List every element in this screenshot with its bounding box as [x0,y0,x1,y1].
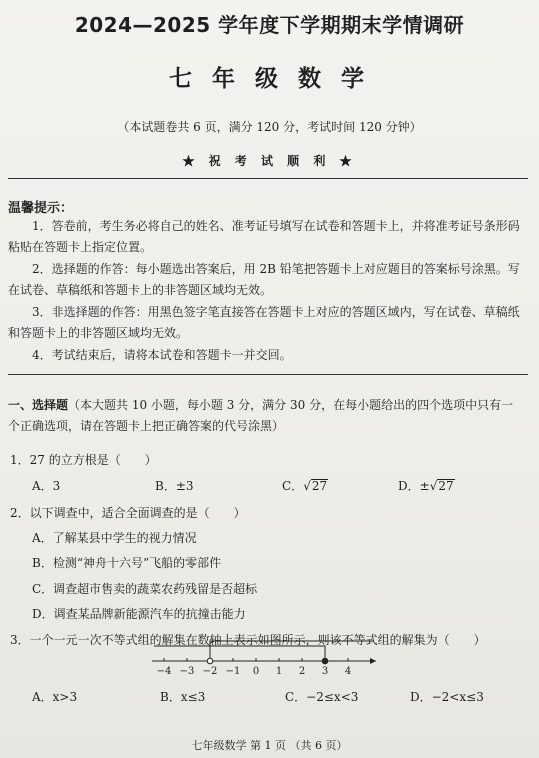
q1-option-b: B．±3 [155,479,194,493]
q1-option-c-radicand: 27 [311,479,328,493]
arrow-icon [370,658,376,664]
upper-bound-ray [154,646,325,658]
notice-item-4: 4．考试结束后，请将本试卷和答题卡一并交回。 [32,348,292,362]
page-footer: 七年级数学 第 1 页 （共 6 页） [191,739,348,752]
tick-label: −1 [225,666,241,677]
q1-option-c-label: C． [282,479,304,493]
q3-option-c: C．−2≤x<3 [285,690,359,704]
lower-bound-ray [210,641,374,658]
exam-meta: （本试题卷共 6 页，满分 120 分，考试时间 120 分钟） [117,120,422,134]
good-luck-banner: ★ 祝 考 试 顺 利 ★ [182,154,357,168]
q2-option-b: B．检测“神舟十六号”飞船的零部件 [32,556,222,570]
sqrt-symbol: √ [303,479,311,493]
notice-item-3: 3．非选择题的作答：用黑色签字笔直接答在答题卡上对应的答题区域内，写在试卷、草稿纸和答题卡上的非答题区域均无效。 [8,305,520,340]
lower-bound-point [207,658,213,664]
q1-option-d [398,477,455,494]
notice-item-2: 2．选择题的作答：每小题选出答案后，用 2B 铅笔把答题卡上对应题目的答案标号涂黑。写在试卷、草稿纸和答题卡上的非答题区域均无效。 [8,262,520,297]
tick-label: 3 [321,666,329,677]
q2-option-c: C．调查超市售卖的蔬菜农药残留是否超标 [32,582,258,596]
question-2-stem: 2．以下调查中，适合全面调查的是（ ） [10,506,246,520]
notice-title: 温馨提示： [8,201,74,216]
tick-label: −2 [202,666,218,677]
q1-option-d-radicand: 27 [438,479,454,493]
section-heading [8,395,523,437]
q2-option-a: A．了解某县中学生的视力情况 [32,531,197,545]
notice-item-1: 1．答卷前，考生务必将自己的姓名、准考证号填写在试卷和答题卡上，并将准考证号条形码粘贴在答题卡上指定位置。 [8,219,520,254]
number-line-figure [150,633,380,683]
divider [8,178,528,179]
q1-option-d-label: D．± [398,479,430,493]
q3-option-d: D．−2<x≤3 [410,690,484,704]
q1-option-c [282,477,328,494]
tick-label: 1 [275,666,283,677]
tick-label: −3 [179,666,195,677]
divider [8,374,528,375]
tick-label: 2 [298,666,306,677]
tick-label: 4 [344,666,352,677]
subject-title: 七 年 级 数 学 [168,66,371,92]
sqrt-symbol: √ [429,479,438,493]
q2-option-d: D．调查某品牌新能源汽车的抗撞击能力 [32,607,246,621]
section-title: 一、选择题 [8,398,69,412]
tick-label: −4 [156,666,172,677]
section-description: （本大题共 10 小题，每小题 3 分，满分 30 分，在每小题给出的四个选项中只有一个正确选项，请在答题卡上把正确答案的代号涂黑） [8,398,514,433]
question-1-stem: 1．27 的立方根是（ ） [10,453,157,467]
q1-option-a: A．3 [32,479,61,493]
upper-bound-point [322,658,328,664]
q3-option-a: A．x>3 [32,690,78,704]
tick-label: 0 [252,666,260,677]
question-3-stem: 3．一个一元一次不等式组的解集在数轴上表示如图所示，则该不等式组的解集为（ ） [10,633,486,647]
q3-option-b: B．x≤3 [160,690,206,704]
exam-title: 2024—2025 学年度下学期期末学情调研 [74,13,465,37]
